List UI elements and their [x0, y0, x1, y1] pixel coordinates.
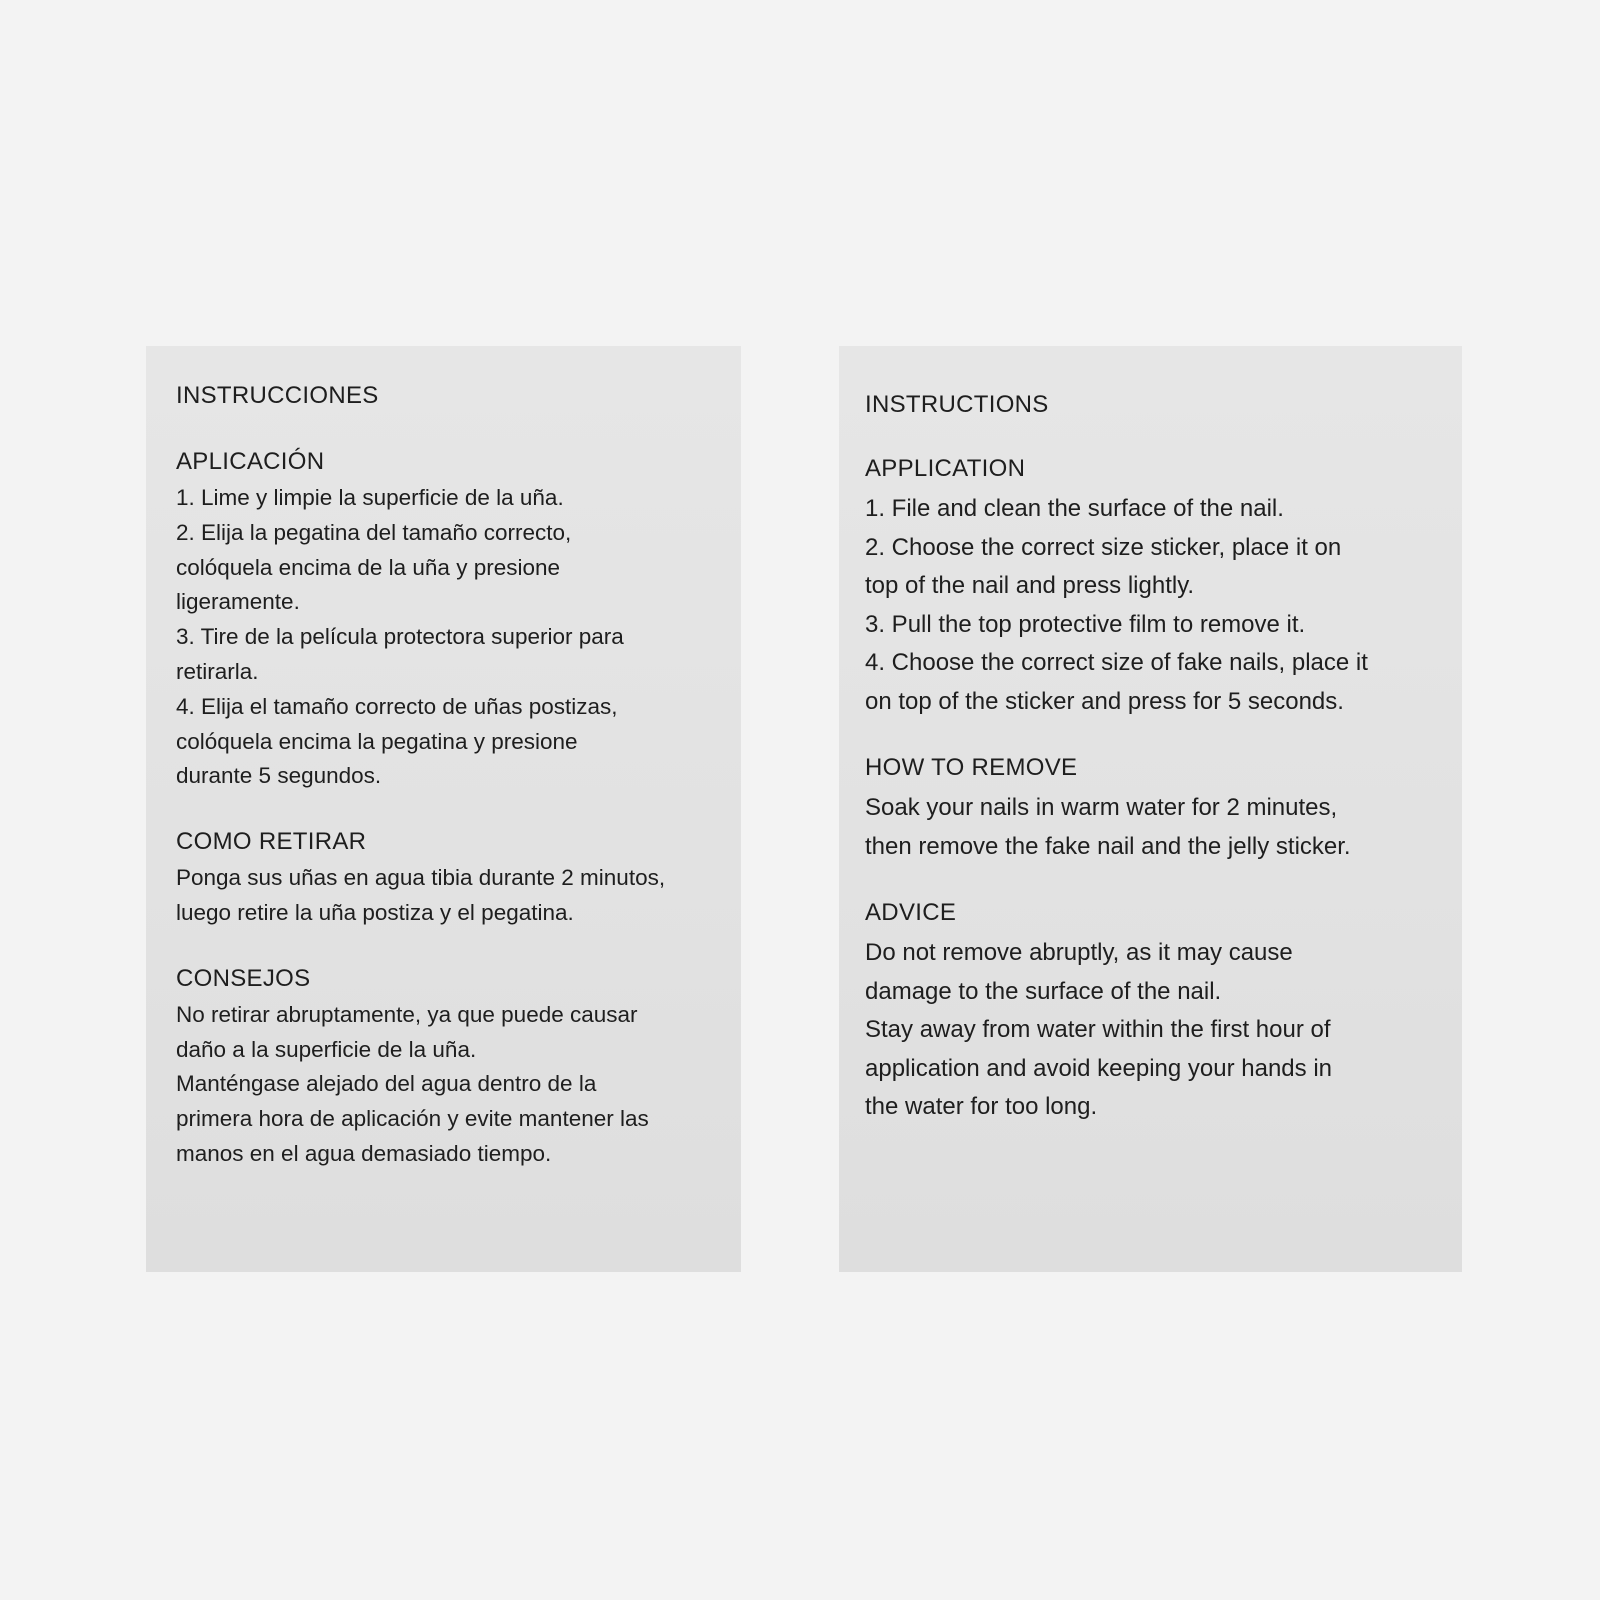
instruction-line: ligeramente.	[176, 589, 300, 615]
section-advice	[865, 898, 1462, 1127]
instruction-line: 3. Pull the top protective film to remove it.	[865, 610, 1306, 638]
instruction-line: durante 5 segundos.	[176, 763, 382, 789]
instruction-line: then remove the fake nail and the jelly sticker.	[865, 832, 1351, 860]
instruction-line: Do not remove abruptly, as it may cause	[865, 939, 1293, 966]
instruction-line: 3. Tire de la película protectora superior para	[176, 624, 624, 650]
section-heading: CONSEJOS	[176, 964, 311, 992]
instruction-line: 2. Choose the correct size sticker, place it on	[865, 533, 1342, 561]
instruction-line: daño a la superficie de la uña.	[176, 1036, 477, 1062]
instruction-line: colóquela encima la pegatina y presione	[176, 728, 578, 754]
instruction-card-english	[839, 346, 1462, 1272]
instruction-line: retirarla.	[176, 658, 259, 684]
instruction-line: top of the nail and press lightly.	[865, 572, 1195, 599]
section-application	[865, 454, 1462, 721]
instruction-line: damage to the surface of the nail.	[865, 977, 1222, 1005]
instruction-line: Ponga sus uñas en agua tibia durante 2 minutos,	[176, 865, 666, 891]
instruction-line: primera hora de aplicación y evite mantener las	[176, 1106, 649, 1132]
instruction-line: 1. File and clean the surface of the nail.	[865, 495, 1284, 522]
instruction-line: luego retire la uña postiza y el pegatina.	[176, 899, 574, 925]
instruction-line: on top of the sticker and press for 5 seconds.	[865, 687, 1344, 715]
instruction-line: application and avoid keeping your hands in	[865, 1054, 1333, 1082]
instruction-line: 4. Choose the correct size of fake nails, place it	[865, 649, 1368, 676]
section-consejos	[176, 964, 741, 1172]
section-heading: COMO RETIRAR	[176, 828, 367, 856]
instruction-line: Stay away from water within the first hour of	[865, 1016, 1331, 1043]
instruction-line: 2. Elija la pegatina del tamaño correcto,	[176, 519, 572, 545]
instruction-line: colóquela encima de la uña y presione	[176, 554, 561, 580]
section-como-retirar	[176, 827, 741, 931]
section-heading: APPLICATION	[865, 455, 1026, 482]
section-heading: ADVICE	[865, 899, 957, 926]
instruction-line: Manténgase alejado del agua dentro de la	[176, 1071, 597, 1097]
section-heading: APLICACIÓN	[176, 448, 325, 475]
instruction-card-spanish	[146, 346, 741, 1272]
instruction-line: 1. Lime y limpie la superficie de la uña.	[176, 485, 564, 510]
instruction-line: manos en el agua demasiado tiempo.	[176, 1140, 552, 1166]
instruction-line: 4. Elija el tamaño correcto de uñas postizas,	[176, 693, 618, 719]
instruction-line: the water for too long.	[865, 1093, 1098, 1120]
section-heading: HOW TO REMOVE	[865, 754, 1078, 781]
instruction-line: No retirar abruptamente, ya que puede causar	[176, 1001, 638, 1027]
instruction-line: Soak your nails in warm water for 2 minutes,	[865, 794, 1338, 821]
card-title: INSTRUCCIONES	[176, 382, 379, 409]
section-how-to-remove	[865, 753, 1462, 866]
card-title: INSTRUCTIONS	[865, 391, 1049, 418]
section-aplicacion	[176, 447, 741, 794]
